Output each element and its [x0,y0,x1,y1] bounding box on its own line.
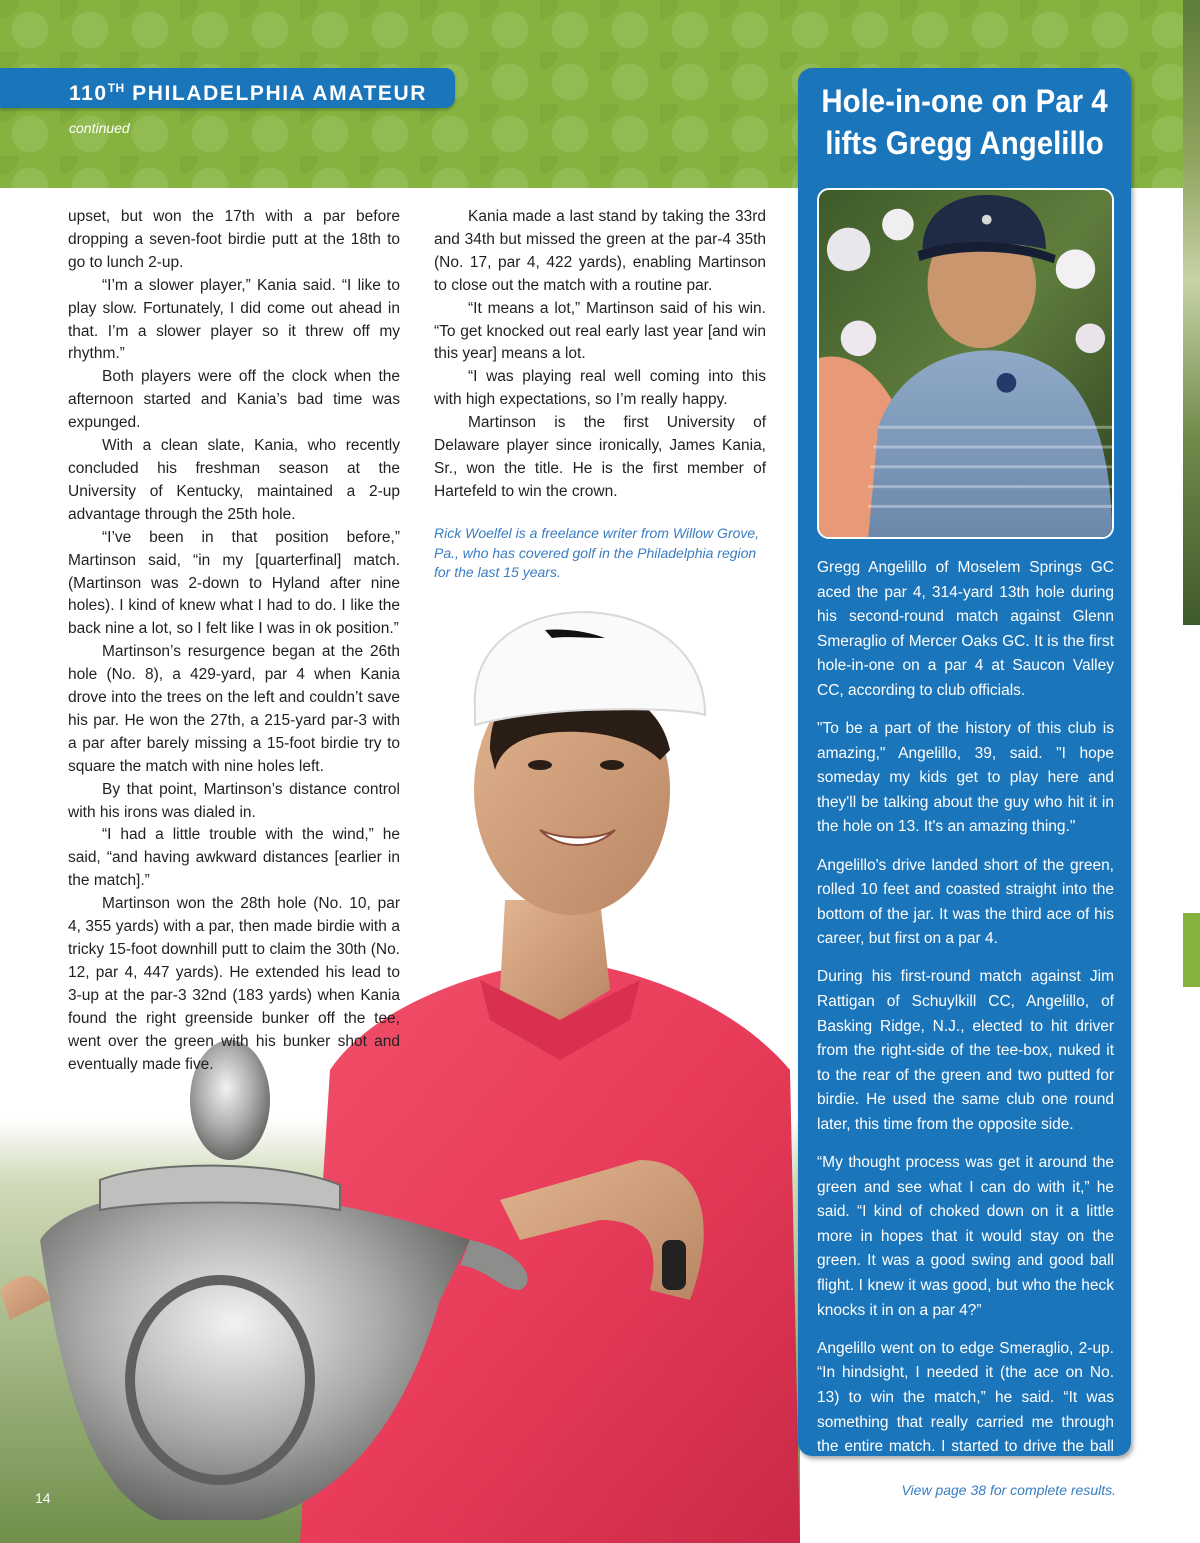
section-ordinal-suffix: TH [107,81,125,95]
section-ordinal: 110 [69,82,108,105]
article-paragraph: Martinson is the first University of Delaware player since ironically, James Kania, Sr., won the title. He is the first member of Hartefeld to win the crown. [434,414,766,500]
sidebar-title [811,80,1117,164]
section-title-tab [0,68,455,108]
section-title: PHILADELPHIA AMATEUR [132,82,428,105]
article-column-2 [434,206,766,504]
article-paragraph: upset, but won the 17th with a par before dropping a seven-foot birdie putt at the 18th to go to lunch 2-up. [68,208,400,271]
sidebar-body [817,556,1114,1498]
author-byline: Rick Woelfel is a freelance writer from Willow Grove, Pa., who has covered golf in the Philadelphia region for the last 15 years. [434,525,760,580]
article-paragraph: By that point, Martinson’s distance control with his irons was dialed in. [68,780,400,821]
angelillo-photo [817,188,1114,539]
article-paragraph: “I’ve been in that position before,” Martinson said, “in my [quarterfinal] match. (Martinson was 2-down to Hyland after nine holes). I kind of knew what I had to do. I like the back nine a lot, so I felt like I was in ok position.” [68,528,400,638]
article-paragraph: Martinson won the 28th hole (No. 10, par 4, 355 yards) with a par, then made birdie with a tricky 15-foot downhill putt to claim the 30th (No. 12, par 4, 447 yards). He extended his lead to 3-up at the par-3 32nd (183 yards) when Kania found the right greenside bunker off the tee, went over the green with his bunker shot and eventually made five. [68,895,400,1073]
sidebar-paragraph: Gregg Angelillo of Moselem Springs GC aced the par 4, 314-yard 13th hole during his second-round match against Glenn Smeraglio of Mercer Oaks GC. It is the first hole-in-one on a par 4 at Saucon Valley CC, according to club officials. [817,559,1114,699]
sidebar-title-line-2: lifts Gregg Angelillo [825,125,1104,161]
edge-tab-marker [1183,913,1200,987]
sidebar-title-line-1: Hole-in-one on Par 4 [821,83,1108,119]
article-paragraph: “I was playing real well coming into this with high expectations, so I’m really happy. [434,368,766,409]
continued-label: continued [69,120,130,136]
article-paragraph: With a clean slate, Kania, who recently concluded his freshman season at the University of Kentucky, maintained a 2-up advantage through the 25th hole. [68,437,400,523]
article-column-1 [68,206,400,1076]
angelillo-photo-image [819,190,1112,537]
article-paragraph: Martinson’s resurgence began at the 26th hole (No. 8), a 429-yard, par 4 when Kania drove into the trees on the left and couldn’t save his par. He won the 27th, a 215-yard par-3 with a par after barely missing a 15-foot birdie try to square the match with nine holes left. [68,643,400,775]
sidebar-paragraph: Angelillo went on to edge Smeraglio, 2-up. “In hindsight, I needed it (the ace on No. 13) to win the match,” he said. “It was something that really carried me through the entire match. I started to drive the ball better and get some confidence.” [817,1339,1114,1480]
sidebar-paragraph: “My thought process was get it around the green and see what I can do with it,” he said. “I kind of choked down on it a little more in hopes that it would stay on the green. It was a good swing and good ball flight. I knew it was good, but who the heck knocks it in on a par 4?” [817,1154,1114,1319]
article-paragraph: “I’m a slower player,” Kania said. “I like to play slow. Fortunately, I did come out ahead in that. I’m a slower player so it threw off my rhythm.” [68,276,400,363]
page-number: 14 [35,1490,51,1506]
sidebar-paragraph: "To be a part of the history of this club is amazing," Angelillo, 39, said. "I hope someday my kids get to play here and they'll be talking about the guy who hit it in the hole on 13. It's an amazing thing." [817,720,1114,836]
sidebar-paragraph: Angelillo's drive landed short of the green, rolled 10 feet and coasted straight into the bottom of the jar. It was the third ace of his career, but first on a par 4. [817,856,1114,948]
article-paragraph: Both players were off the clock when the afternoon started and Kania’s bad time was expunged. [68,368,400,432]
results-note: View page 38 for complete results. [901,1482,1116,1498]
article-paragraph: “It means a lot,” Martinson said of his win. “To get knocked out real early last year [and win this year] means a lot. [434,299,766,363]
article-paragraph: Kania made a last stand by taking the 33rd and 34th but missed the green at the par-4 35th (No. 17, par 4, 422 yards), enabling Martinson to close out the match with a routine par. [434,208,766,294]
sidebar-paragraph: During his first-round match against Jim Rattigan of Schuylkill CC, Angelillo, of Basking Ridge, N.J., elected to hit driver from the right-side of the tee-box, nuked it to the rear of the green and two putted for birdie. He used the same club one round later, this time from the opposite side. [817,968,1114,1133]
article-paragraph: “I had a little trouble with the wind,” he said, “and having awkward distances [earlier in the match].” [68,826,400,890]
edge-photo-strip [1183,0,1200,625]
